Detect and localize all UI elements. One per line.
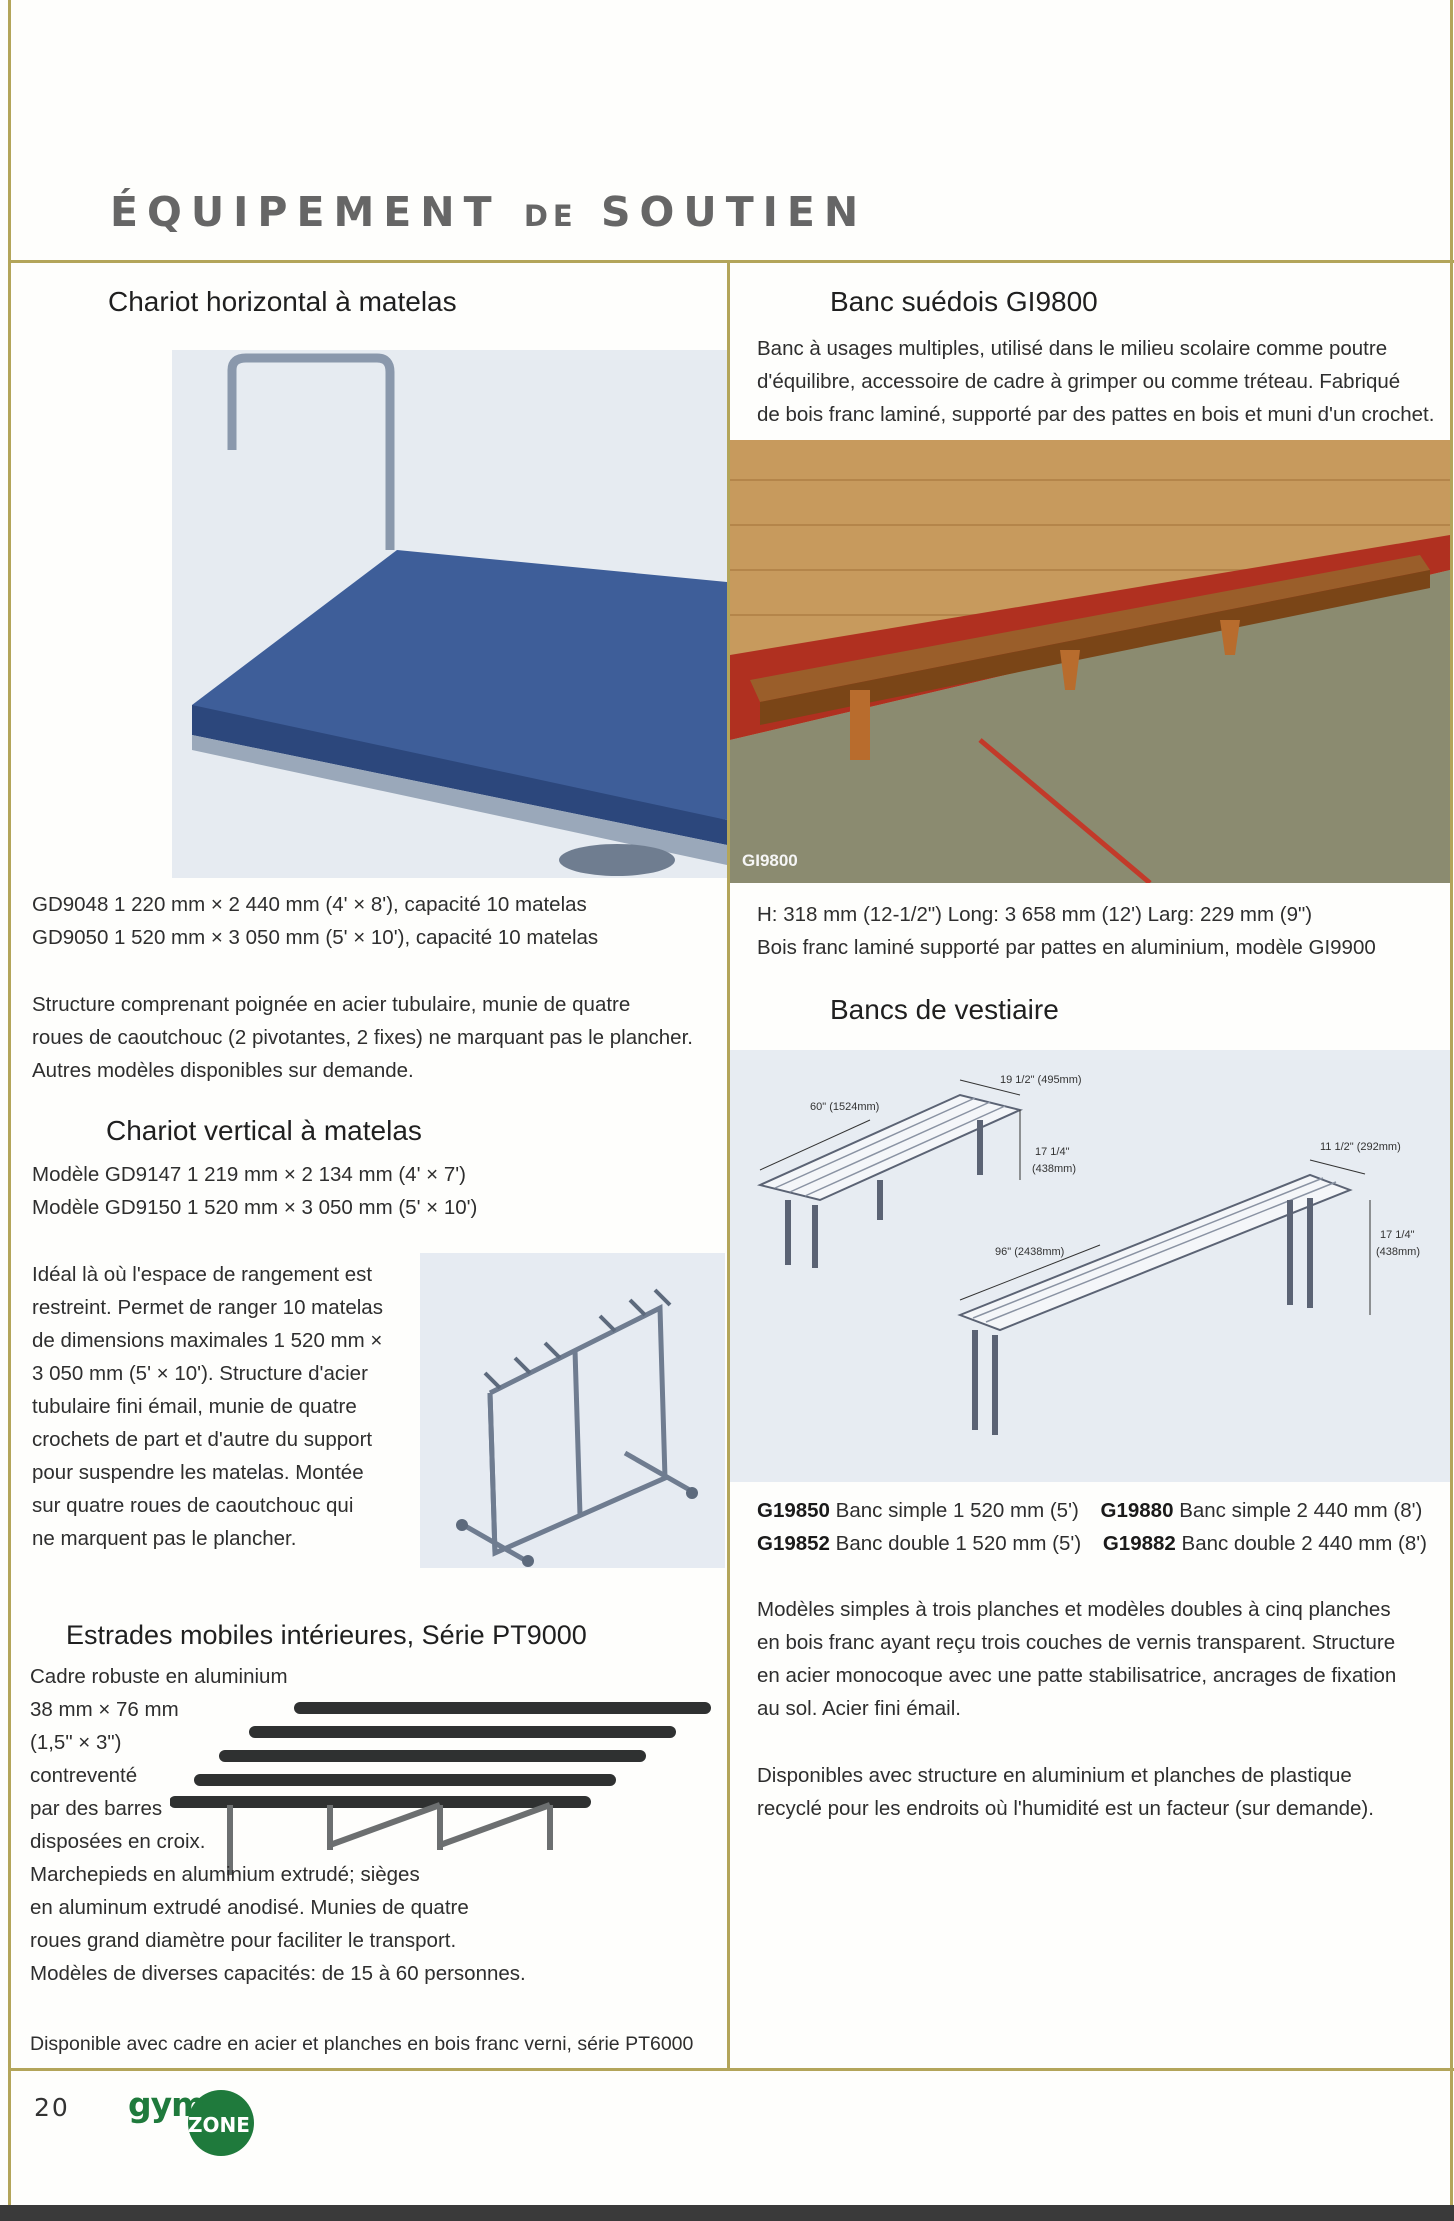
label-height-large-b: (438mm) xyxy=(1376,1246,1421,1258)
label-height-large-a: 17 1/4" xyxy=(1380,1229,1415,1241)
page-frame-right xyxy=(1450,0,1453,2221)
label-length-small: 60" (1524mm) xyxy=(810,1101,880,1113)
model-row: G19850 Banc simple 1 520 mm (5') G19880 Banc simple 2 440 mm (8') xyxy=(757,1499,1423,1522)
logo-zone-text: ZONE xyxy=(188,2113,250,2137)
label-height-small-a: 17 1/4" xyxy=(1035,1146,1070,1158)
label-length-large: 96" (2438mm) xyxy=(995,1246,1065,1258)
page-number: 20 xyxy=(34,2093,70,2122)
horizontal-cart-photo xyxy=(172,350,727,878)
page-title: ÉQUIPEMENT DE SOUTIEN xyxy=(110,188,868,236)
locker-benches-availability: Disponibles avec structure en aluminium et planches de plastique recyclé pour les endroits où l'humidité est un facteur (sur demande). xyxy=(757,1764,1374,1820)
swedish-bench-heading: Banc suédois GI9800 xyxy=(830,286,1098,317)
header-divider xyxy=(8,260,1454,263)
label-height-small-b: (438mm) xyxy=(1032,1163,1077,1175)
logo-gym-text: gym xyxy=(128,2085,205,2124)
swedish-bench-specs: H: 318 mm (12-1/2") Long: 3 658 mm (12') Larg: 229 mm (9") Bois franc laminé supporté par pattes en aluminium, modèle GI9900 xyxy=(757,903,1376,959)
swedish-bench-photo xyxy=(730,440,1450,883)
horizontal-cart-description: Structure comprenant poignée en acier tubulaire, munie de quatre roues de caoutchouc (2 pivotantes, 2 fixes) ne marquant pas le plancher. Autres modèles disponibles sur demande. xyxy=(32,993,693,1082)
swedish-bench-photo-label: GI9800 xyxy=(742,851,798,870)
locker-benches-diagram xyxy=(730,1050,1450,1482)
model-line: Modèle GD9150 1 520 mm × 3 050 mm (5' × 10') xyxy=(32,1196,478,1219)
model-line: GD9050 1 520 mm × 3 050 mm (5' × 10'), capacité 10 matelas xyxy=(32,926,599,949)
bleachers-heading: Estrades mobiles intérieures, Série PT9000 xyxy=(66,1620,587,1650)
horizontal-cart-models xyxy=(32,888,598,954)
locker-bench-models xyxy=(757,1494,1427,1560)
model-row: G19852 Banc double 1 520 mm (5') G19882 Banc double 2 440 mm (8') xyxy=(757,1532,1428,1555)
page-frame-left xyxy=(8,0,11,2221)
gymzone-logo xyxy=(122,2085,272,2157)
locker-benches-heading: Bancs de vestiaire xyxy=(830,994,1059,1025)
horizontal-cart-heading: Chariot horizontal à matelas xyxy=(108,286,457,317)
swedish-bench-intro: Banc à usages multiples, utilisé dans le milieu scolaire comme poutre d'équilibre, accessoire de cadre à grimper ou comme tréteau. Fabriqué de bois franc laminé, supporté par des pattes en bois et muni d'un crochet. xyxy=(757,337,1435,426)
footer-divider xyxy=(8,2068,1454,2071)
bleachers-note: Disponible avec cadre en acier et planches en bois franc verni, série PT6000 xyxy=(30,2033,694,2055)
label-width-large: 11 1/2" (292mm) xyxy=(1320,1141,1401,1153)
bleachers-description-wide: Marchepieds en aluminium extrudé; sièges en aluminum extrudé anodisé. Munies de quatre roues grand diamètre pour faciliter le transport. Modèles de diverses capacités: de 15 à 60 personnes. xyxy=(30,1863,526,1985)
model-line: Modèle GD9147 1 219 mm × 2 134 mm (4' × 7') xyxy=(32,1163,466,1186)
vertical-cart-models xyxy=(32,1158,477,1224)
vertical-cart-heading: Chariot vertical à matelas xyxy=(106,1115,422,1146)
vertical-cart-description: Idéal là où l'espace de rangement est restreint. Permet de ranger 10 matelas de dimensions maximales 1 520 mm × 3 050 mm (5' × 10'). Structure d'acier tubulaire fini émail, munie de quatre crochets de part et d'autre du support pour suspendre les matelas. Montée sur quatre roues de caoutchouc qui ne marquent pas le plancher. xyxy=(32,1263,383,1550)
vertical-cart-illustration xyxy=(420,1253,725,1568)
label-width-small: 19 1/2" (495mm) xyxy=(1000,1074,1082,1086)
model-line: GD9048 1 220 mm × 2 440 mm (4' × 8'), capacité 10 matelas xyxy=(32,893,587,916)
bottom-edge xyxy=(0,2205,1454,2221)
bleachers-description-narrow: Cadre robuste en aluminium 38 mm × 76 mm (1,5" × 3") contreventé par des barres disposées en croix. xyxy=(30,1665,288,1853)
locker-benches-description: Modèles simples à trois planches et modèles doubles à cinq planches en bois franc ayant reçu trois couches de vernis transparent. Structure en acier monocoque avec une patte stabilisatrice, ancrages de fixation au sol. Acier fini émail. xyxy=(757,1598,1397,1720)
